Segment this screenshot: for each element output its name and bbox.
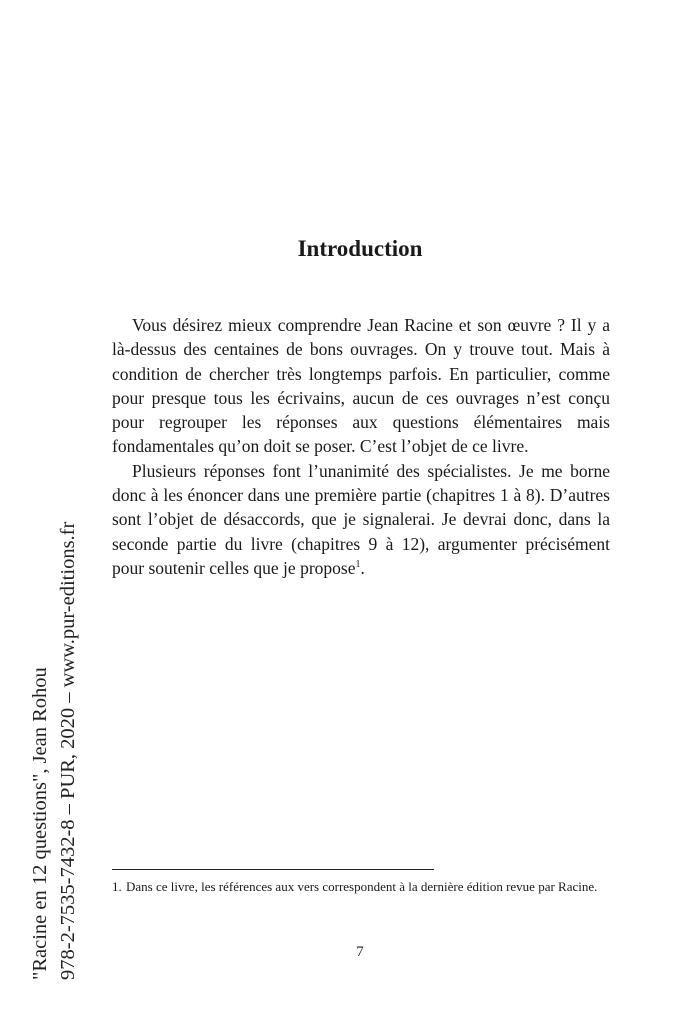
paragraph-1	[112, 313, 610, 459]
chapter-title: Introduction	[297, 236, 423, 261]
watermark-publisher-line: 978-2-7535-7432-8 – PUR, 2020 – www.pur-editions.fr	[57, 521, 79, 980]
page-number: 7	[356, 944, 364, 960]
paragraph-2	[112, 459, 610, 580]
footnote-text: Dans ce livre, les références aux vers correspondent à la dernière édition revue par Racine.	[126, 879, 598, 894]
paragraph-2-end: .	[360, 557, 365, 578]
copyright-watermark	[26, 440, 82, 980]
footnote	[112, 877, 610, 896]
footnote-divider	[112, 869, 434, 870]
footnote-reference[interactable]: 1	[355, 558, 361, 570]
watermark-title-line: "Racine en 12 questions", Jean Rohou	[29, 667, 51, 980]
paragraph-2-text: Plusieurs réponses font l’unanimité des spécialistes. Je me borne donc à les énoncer dans une première partie (chapitres 1 à 8). D’autres sont l’objet de désaccords, que je signalerai. Je devrai donc, dans la seconde partie du livre (chapitres 9 à 12), argumenter précisément pour soutenir celles que je propose	[112, 460, 610, 578]
footnote-number: 1.	[112, 879, 122, 894]
body-text	[112, 313, 610, 580]
paragraph-1-text: Vous désirez mieux comprendre Jean Racine et son œuvre ? Il y a là-dessus des centaines de bons ouvrages. On y trouve tout. Mais à condition de chercher très longtemps parfois. En particulier, comme pour presque tous les écrivains, aucun de ces ouvrages n’est conçu pour regrouper les réponses aux questions élémentaires mais fondamentales qu’on doit se poser. C’est l’objet de ce livre.	[112, 315, 610, 457]
